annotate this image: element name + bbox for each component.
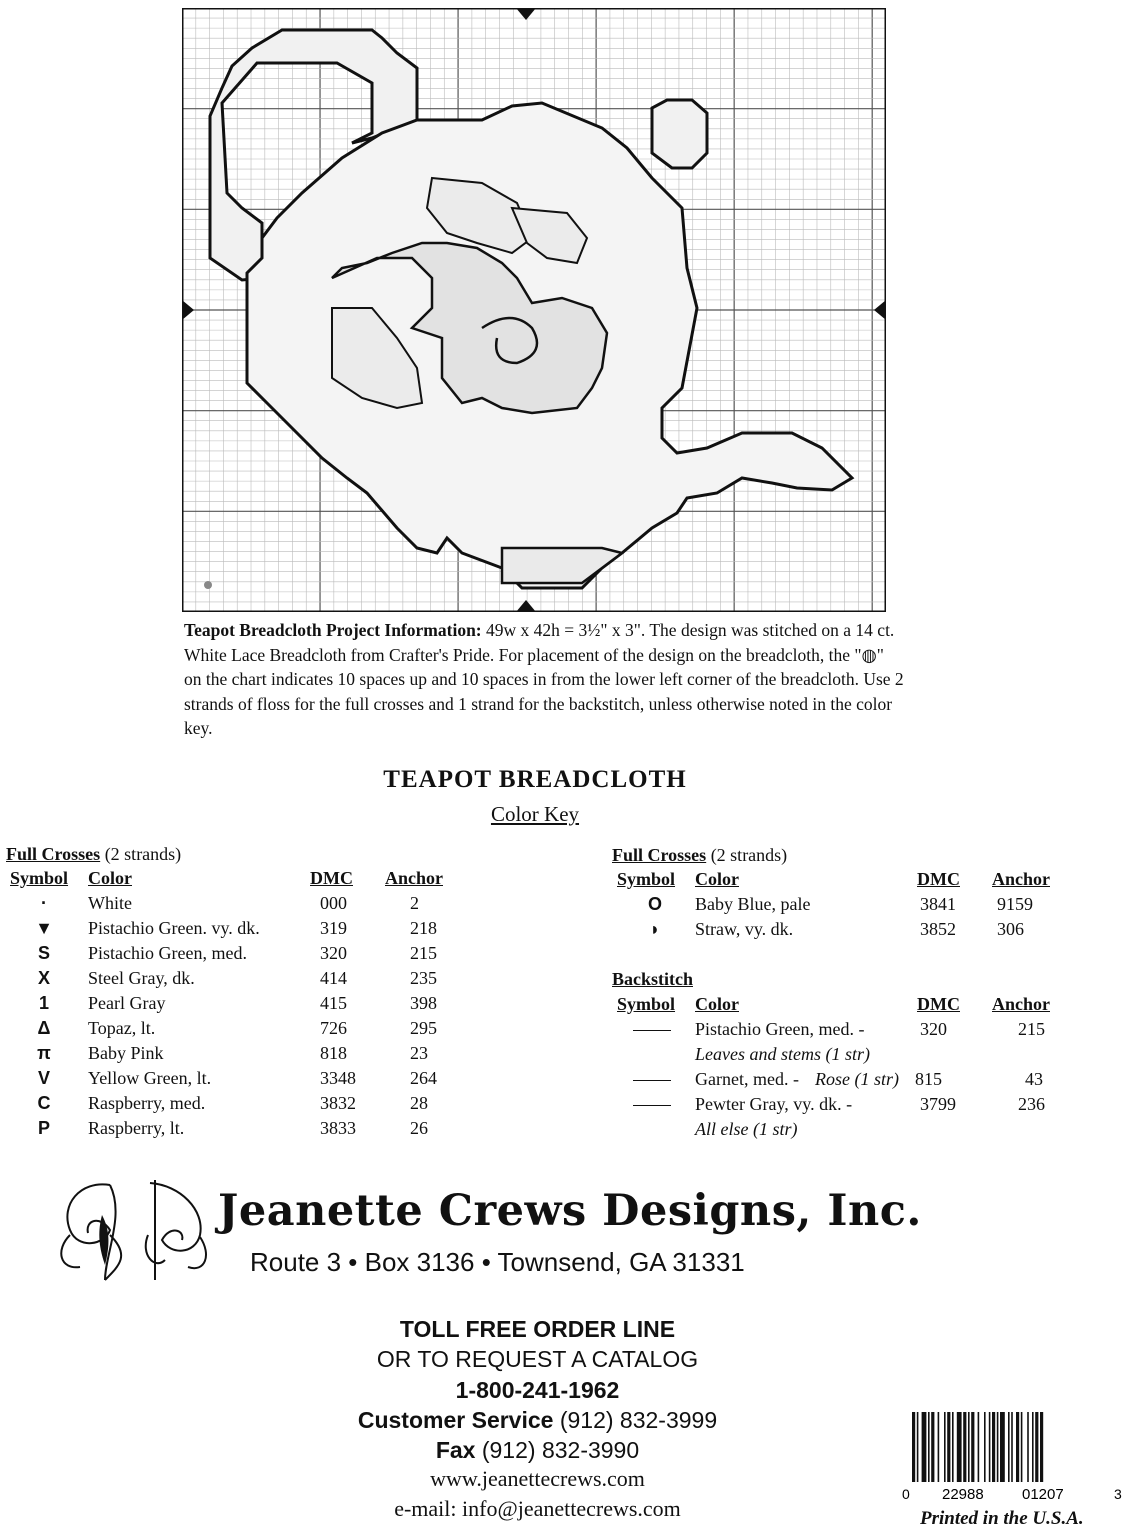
color-key-row [0,918,460,942]
stitch-symbol: ◗ [649,919,661,939]
color-key-row [0,1018,460,1042]
fax-number: (912) 832-3990 [481,1437,640,1463]
color-key-row [0,968,460,992]
dmc-number: 818 [320,1043,347,1063]
toll-free-label: TOLL FREE ORDER LINE [399,1316,676,1342]
lid-knob [652,100,707,168]
company-address: Route 3 • Box 3136 • Townsend, GA 31331 [250,1247,745,1277]
stitch-symbol: P [37,1118,50,1138]
toll-free-number[interactable]: 1-800-241-1962 [455,1377,620,1403]
teapot-base [502,548,622,583]
barcode-group-1: 22988 [942,1486,984,1502]
color-key-row [0,1068,460,1092]
dmc-number: 3832 [320,1093,356,1113]
col-dmc: DMC [917,869,960,889]
dmc-number: 000 [320,893,347,913]
full-crosses-note: (2 strands) [104,844,182,864]
dmc-number: 726 [320,1018,347,1038]
dmc-number: 3799 [920,1094,956,1114]
color-name: Topaz, lt. [88,1018,156,1038]
col-color: Color [88,868,132,888]
color-name: Pistachio Green, med. - [695,1019,865,1039]
full-crosses-heading-left [6,844,181,865]
color-key-row [0,1118,460,1142]
placement-dot-icon [204,581,212,589]
dmc-number: 415 [320,993,347,1013]
stitch-symbol: ▼ [35,918,53,938]
color-key-row [0,993,460,1017]
col-color: Color [695,869,739,889]
email-label: e-mail: [394,1496,457,1521]
stitch-symbol: 1 [38,993,49,1013]
fax-label: Fax [435,1437,476,1463]
dmc-number: 320 [920,1019,947,1039]
full-crosses-label: Full Crosses [612,845,707,865]
backstitch-note: Rose (1 str) [815,1069,899,1089]
color-name: Straw, vy. dk. [695,919,794,939]
customer-service-label: Customer Service [357,1407,554,1433]
col-symbol: Symbol [617,869,676,889]
anchor-number: 218 [410,918,437,938]
color-name: Baby Blue, pale [695,894,811,914]
stitch-symbol: π [37,1043,51,1063]
dmc-number: 3833 [320,1118,356,1138]
anchor-number: 398 [410,993,437,1013]
stitch-symbol: C [37,1093,51,1113]
website-link[interactable]: www.jeanettecrews.com [430,1466,645,1491]
anchor-number: 215 [410,943,437,963]
col-color: Color [695,994,739,1014]
color-name: Pistachio Green, med. [88,943,247,963]
anchor-number: 23 [410,1043,428,1063]
anchor-number: 28 [410,1093,428,1113]
barcode-digit-left: 0 [902,1486,910,1502]
catalog-label: OR TO REQUEST A CATALOG [376,1346,699,1372]
backstitch-heading: Backstitch [612,969,693,989]
anchor-number: 43 [1025,1069,1043,1089]
backstitch-row [605,1019,1065,1064]
anchor-number: 9159 [997,894,1033,914]
color-key-row [0,1093,460,1117]
dmc-number: 815 [915,1069,942,1089]
full-crosses-label: Full Crosses [6,844,101,864]
dmc-number: 320 [320,943,347,963]
anchor-number: 236 [1018,1094,1045,1114]
color-key-row [605,919,1065,943]
color-name: Yellow Green, lt. [88,1068,212,1088]
project-information [184,618,904,741]
backstitch-note: All else (1 str) [695,1119,798,1139]
cross-stitch-chart [182,8,886,612]
left-center-arrow-icon [182,300,194,320]
stitch-symbol: · [41,893,47,913]
right-center-arrow-icon [874,300,886,320]
anchor-number: 215 [1018,1019,1045,1039]
col-dmc: DMC [310,868,353,888]
color-key-row [0,943,460,967]
backstitch-row [605,1069,1065,1093]
barcode-digit-right: 3 [1114,1486,1122,1502]
color-key-subtitle: Color Key [490,802,580,826]
color-name: Raspberry, med. [88,1093,206,1113]
color-name: Steel Gray, dk. [88,968,195,988]
anchor-number: 26 [410,1118,428,1138]
page-title: TEAPOT BREADCLOTH [383,766,687,793]
full-crosses-note: (2 strands) [710,845,788,865]
customer-service-number[interactable]: (912) 832-3999 [559,1407,718,1433]
project-info-text: 49w x 42h = 3½" x 3". The design was stitched on a 14 ct. White Lace Breadcloth from Crafter's Pride. For placement of the design on the breadcloth, the "◍" on the chart indicates 10 spaces up and 10 spaces in from the lower left corner of the breadcloth. Use 2 strands of floss for the full crosses and 1 strand for the backstitch, unless otherwise noted in the color key. [184,620,904,738]
full-crosses-heading-right [612,845,787,866]
col-anchor: Anchor [992,869,1050,889]
backstitch-row [605,1094,1065,1139]
color-name: Pistachio Green. vy. dk. [88,918,260,938]
anchor-number: 235 [410,968,437,988]
dmc-number: 3348 [320,1068,356,1088]
backstitch-line-icon [633,1080,671,1081]
dmc-number: 3852 [920,919,956,939]
color-key-row [0,1043,460,1067]
stitch-symbol: Δ [37,1018,51,1038]
color-name: Raspberry, lt. [88,1118,185,1138]
color-name: Baby Pink [88,1043,164,1063]
backstitch-line-icon [633,1030,671,1031]
stitch-symbol: S [37,943,50,963]
anchor-number: 306 [997,919,1024,939]
col-anchor: Anchor [992,994,1050,1014]
col-symbol: Symbol [617,994,676,1014]
company-logo-icon [50,1175,215,1285]
anchor-number: 264 [410,1068,437,1088]
dmc-number: 414 [320,968,347,988]
anchor-number: 295 [410,1018,437,1038]
barcode-group-2: 01207 [1022,1486,1064,1502]
col-anchor: Anchor [385,868,443,888]
col-dmc: DMC [917,994,960,1014]
project-info-lead: Teapot Breadcloth Project Information: [184,620,482,640]
email-link[interactable]: info@jeanettecrews.com [462,1496,681,1521]
col-symbol: Symbol [10,868,69,888]
stitch-symbol: O [647,894,662,914]
color-name: White [88,893,132,913]
color-key-row [605,894,1065,918]
dmc-number: 319 [320,918,347,938]
backstitch-note: Leaves and stems (1 str) [695,1044,870,1064]
printed-in-label: Printed in the U.S.A. [920,1508,1084,1529]
stitch-symbol: X [37,968,50,988]
color-name: Pewter Gray, vy. dk. - [695,1094,853,1114]
company-name: Jeanette Crews Designs, Inc. [218,1186,922,1236]
backstitch-line-icon [633,1105,671,1106]
anchor-number: 2 [410,893,419,913]
color-key-row [0,893,460,917]
color-name: Garnet, med. - [695,1069,799,1089]
barcode [900,1410,1125,1502]
dmc-number: 3841 [920,894,956,914]
color-name: Pearl Gray [88,993,166,1013]
stitch-symbol: V [37,1068,50,1088]
